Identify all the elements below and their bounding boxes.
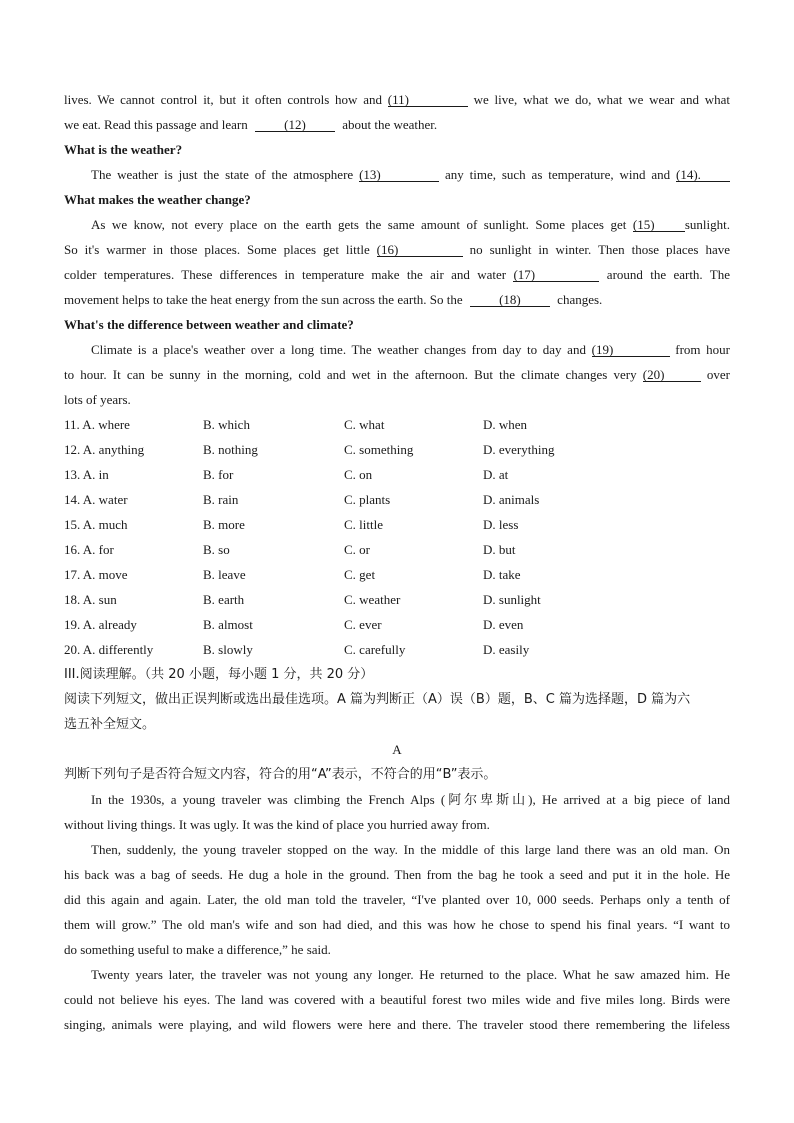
option: C. on xyxy=(344,467,373,482)
option-row xyxy=(64,537,730,562)
option-row xyxy=(64,587,730,612)
option: D. less xyxy=(483,517,519,532)
option: B. which xyxy=(203,417,250,432)
passage-line xyxy=(64,212,730,237)
option: C. carefully xyxy=(344,642,406,657)
blank-12: (12) xyxy=(255,118,335,132)
text: So it's warmer in those places. Some places get little xyxy=(64,242,370,257)
passage-line xyxy=(64,337,730,362)
option: 15. A. much xyxy=(64,517,128,532)
text: over xyxy=(706,367,730,382)
option-row xyxy=(64,512,730,537)
story-line: In the 1930s, a young traveler was climbing the French Alps (阿尔卑斯山), He arrived at a big piece of land xyxy=(91,792,730,807)
option: B. so xyxy=(203,542,230,557)
option: B. nothing xyxy=(203,442,258,457)
option: C. or xyxy=(344,542,370,557)
option-row xyxy=(64,462,730,487)
option: C. little xyxy=(344,517,383,532)
option-row xyxy=(64,612,730,637)
instructions-line: 阅读下列短文，做出正误判断或选出最佳选项。A 篇为判断正（A）误（B）题，B、C 篇为选择题，D 篇为六 xyxy=(64,692,691,707)
option: B. leave xyxy=(203,567,246,582)
option: 16. A. for xyxy=(64,542,114,557)
option: D. everything xyxy=(483,442,555,457)
instructions-line: 选五补全短文。 xyxy=(64,717,156,732)
option: C. weather xyxy=(344,592,401,607)
story-line: do something useful to make a difference,” he said. xyxy=(64,942,331,957)
blank-13: (13) xyxy=(359,168,439,182)
option: B. for xyxy=(203,467,234,482)
passage-line xyxy=(64,237,730,262)
option: C. what xyxy=(344,417,385,432)
story-line: singing, animals were playing, and wild flowers were here and there. The traveler stood there remembering the lifeless xyxy=(64,1017,730,1032)
text: no sunlight in winter. Then those places have xyxy=(469,242,730,257)
blank-18: (18) xyxy=(470,293,550,307)
option: B. earth xyxy=(203,592,245,607)
passage-line xyxy=(64,287,730,312)
option: 11. A. where xyxy=(64,417,130,432)
part-label: A xyxy=(392,742,402,757)
section-heading: What's the difference between weather and climate? xyxy=(64,317,354,332)
story-line: his back was a bag of seeds. He dug a hole in the ground. Then from the bag he took a seed and put it in the hole. He xyxy=(64,867,730,882)
option: C. plants xyxy=(344,492,391,507)
option: C. ever xyxy=(344,617,382,632)
passage-line xyxy=(64,87,730,112)
passage-line xyxy=(64,162,730,187)
blank-17: (17) xyxy=(513,268,599,282)
text: from hour xyxy=(675,342,730,357)
story-line: did this again and again. Later, the old man told the traveler, “I've planted over 10, 000 seeds. Perhaps only a tenth of xyxy=(64,892,730,907)
text: we live, what we do, what we wear and what xyxy=(473,92,730,107)
option: 17. A. move xyxy=(64,567,128,582)
option: 14. A. water xyxy=(64,492,128,507)
passage-line xyxy=(64,262,730,287)
text: we eat. Read this passage and learn xyxy=(64,117,248,132)
story-line: could not believe his eyes. The land was covered with a beautiful forest two miles wide and five miles long. Birds were xyxy=(64,992,730,1007)
option: B. rain xyxy=(203,492,239,507)
text: colder temperatures. These differences in temperature make the air and water xyxy=(64,267,507,282)
text: sunlight. xyxy=(684,217,730,232)
option: 13. A. in xyxy=(64,467,109,482)
option: D. animals xyxy=(483,492,540,507)
option: 18. A. sun xyxy=(64,592,117,607)
story-line: without living things. It was ugly. It was the kind of place you hurried away from. xyxy=(64,817,490,832)
option-row xyxy=(64,562,730,587)
option: D. even xyxy=(483,617,524,632)
text: to hour. It can be sunny in the morning, cold and wet in the afternoon. But the climate changes very xyxy=(64,367,637,382)
text: any time, such as temperature, wind and xyxy=(444,167,671,182)
section-title: III.阅读理解。（共 20 小题，每小题 1 分，共 20 分） xyxy=(64,667,374,682)
option: C. get xyxy=(344,567,376,582)
blank-16: (16) xyxy=(377,243,463,257)
document-page xyxy=(64,87,730,1037)
option: D. sunlight xyxy=(483,592,541,607)
text: around the earth. The xyxy=(606,267,730,282)
option: B. slowly xyxy=(203,642,253,657)
story-line: them will grow.” The old man's wife and son had died, and this was how he chose to spend his final years. “I want to xyxy=(64,917,730,932)
option: C. something xyxy=(344,442,414,457)
blank-14: (14). xyxy=(676,168,730,182)
blank-19: (19) xyxy=(592,343,670,357)
option: D. take xyxy=(483,567,521,582)
option: D. but xyxy=(483,542,516,557)
passage-line xyxy=(64,362,730,387)
section-heading: What makes the weather change? xyxy=(64,192,251,207)
blank-15: (15) xyxy=(633,218,685,232)
text: lives. We cannot control it, but it often controls how and xyxy=(64,92,382,107)
option-row xyxy=(64,412,730,437)
part-instructions: 判断下列句子是否符合短文内容，符合的用“A”表示，不符合的用“B”表示。 xyxy=(64,767,497,782)
text: about the weather. xyxy=(342,117,438,132)
text: changes. xyxy=(557,292,603,307)
option-row xyxy=(64,637,730,662)
blank-11: (11) xyxy=(388,93,468,107)
option: 20. A. differently xyxy=(64,642,154,657)
option: B. almost xyxy=(203,617,253,632)
option: D. when xyxy=(483,417,528,432)
passage-line xyxy=(64,112,730,137)
option: B. more xyxy=(203,517,245,532)
option: 19. A. already xyxy=(64,617,137,632)
option-row xyxy=(64,437,730,462)
option: D. easily xyxy=(483,642,530,657)
text: Climate is a place's weather over a long time. The weather changes from day to day and xyxy=(91,342,586,357)
story-line: Then, suddenly, the young traveler stopped on the way. In the middle of this large land there was an old man. On xyxy=(91,842,730,857)
option: 12. A. anything xyxy=(64,442,145,457)
text: movement helps to take the heat energy from the sun across the earth. So the xyxy=(64,292,463,307)
option: D. at xyxy=(483,467,509,482)
text: The weather is just the state of the atmosphere xyxy=(91,167,354,182)
story-line: Twenty years later, the traveler was not young any longer. He returned to the place. What he saw amazed him. He xyxy=(91,967,730,982)
text: As we know, not every place on the earth gets the same amount of sunlight. Some places get xyxy=(91,217,627,232)
section-heading: What is the weather? xyxy=(64,142,183,157)
passage-line: lots of years. xyxy=(64,392,131,407)
blank-20: (20) xyxy=(643,368,701,382)
option-row xyxy=(64,487,730,512)
